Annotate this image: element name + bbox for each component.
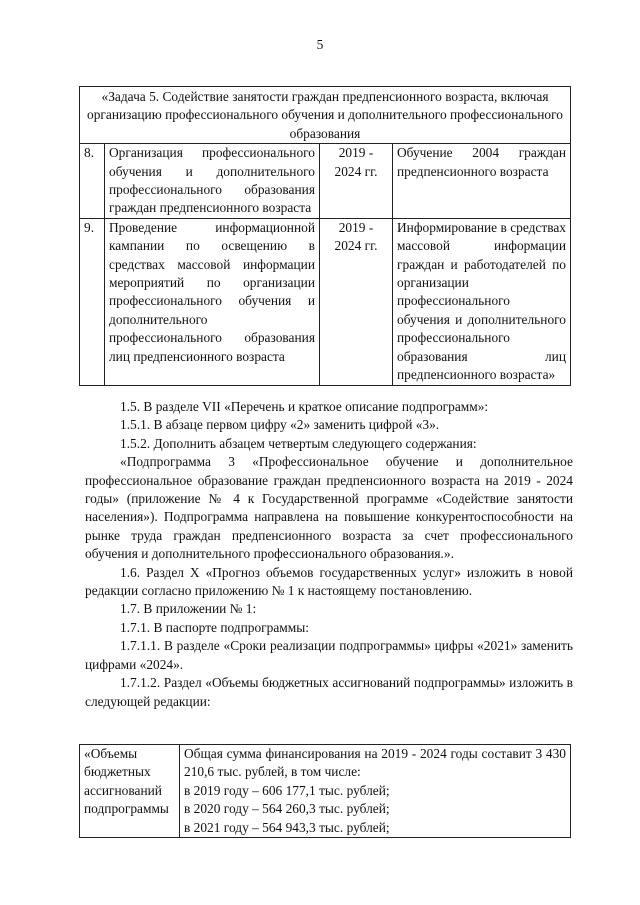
tasks-table [79, 86, 571, 386]
period-cell: 2019 - 2024 гг. [320, 144, 393, 219]
table-row [80, 144, 571, 219]
result-cell: Информирование в средствах массовой информации граждан и работодателей по организации профессионального обучения и дополнительного профессионального образования лиц предпенсионного возраста» [393, 218, 571, 385]
body-text [85, 398, 573, 711]
table-header-row [80, 87, 571, 144]
result-cell: Обучение 2004 граждан предпенсионного возраста [393, 144, 571, 219]
paragraph: 1.7.1.2. Раздел «Объемы бюджетных ассигнований подпрограммы» изложить в следующей редакции: [85, 675, 573, 709]
paragraph: 1.7.1. В паспорте подпрограммы: [120, 619, 309, 635]
row-number: 9. [80, 218, 105, 385]
period-cell: 2019 - 2024 гг. [320, 218, 393, 385]
paragraph: 1.5. В разделе VII «Перечень и краткое описание подпрограмм»: [120, 399, 489, 414]
budget-line: Общая сумма финансирования на 2019 - 2024 годы составит 3 430 210,6 тыс. рублей, в том числе: [184, 746, 566, 780]
activity-cell: Организация профессионального обучения и дополнительного профессионального образования граждан предпенсионного возраста [105, 144, 320, 219]
row-number: 8. [80, 144, 105, 219]
budget-line: в 2020 году – 564 260,3 тыс. рублей; [184, 801, 390, 817]
paragraph: 1.7.1.1. В разделе «Сроки реализации подпрограммы» цифры «2021» заменить цифрами «2024». [85, 638, 573, 672]
budget-label: «Объемы бюджетных ассигнований подпрограммы [80, 745, 180, 838]
activity-cell: Проведение информационной кампании по освещению в средствах массовой информации мероприятий по организации профессионального обучения и дополнительного профессионального образования лиц предпенсионного возраста [105, 218, 320, 385]
paragraph: 1.7. В приложении № 1: [120, 601, 257, 617]
table-row [80, 745, 571, 838]
page-number: 5 [316, 37, 324, 52]
budget-table [79, 744, 571, 838]
budget-values [180, 745, 571, 838]
task-header: «Задача 5. Содействие занятости граждан предпенсионного возраста, включая организацию профессионального обучения и дополнительного профессионального образования [80, 87, 571, 144]
budget-line: в 2021 году – 564 943,3 тыс. рублей; [184, 819, 390, 835]
table-row [80, 218, 571, 385]
paragraph: «Подпрограмма 3 «Профессиональное обучение и дополнительное профессиональное образование граждан предпенсионного возраста на 2019 - 2024 годы» (приложение № 4 к Государственной программе «Содействие занятости населения»). Подпрограмма направлена на повышение конкурентоспособности на рынке труда граждан предпенсионного возраста за счет профессионального обучения и дополнительного профессионального образования.». [85, 454, 573, 562]
paragraph: 1.5.1. В абзаце первом цифру «2» заменить цифрой «3». [120, 417, 440, 433]
paragraph: 1.6. Раздел X «Прогноз объемов государственных услуг» изложить в новой редакции согласно приложению № 1 к настоящему постановлению. [85, 564, 573, 599]
budget-line: в 2019 году – 606 177,1 тыс. рублей; [184, 782, 390, 798]
paragraph: 1.5.2. Дополнить абзацем четвертым следующего содержания: [120, 435, 477, 451]
